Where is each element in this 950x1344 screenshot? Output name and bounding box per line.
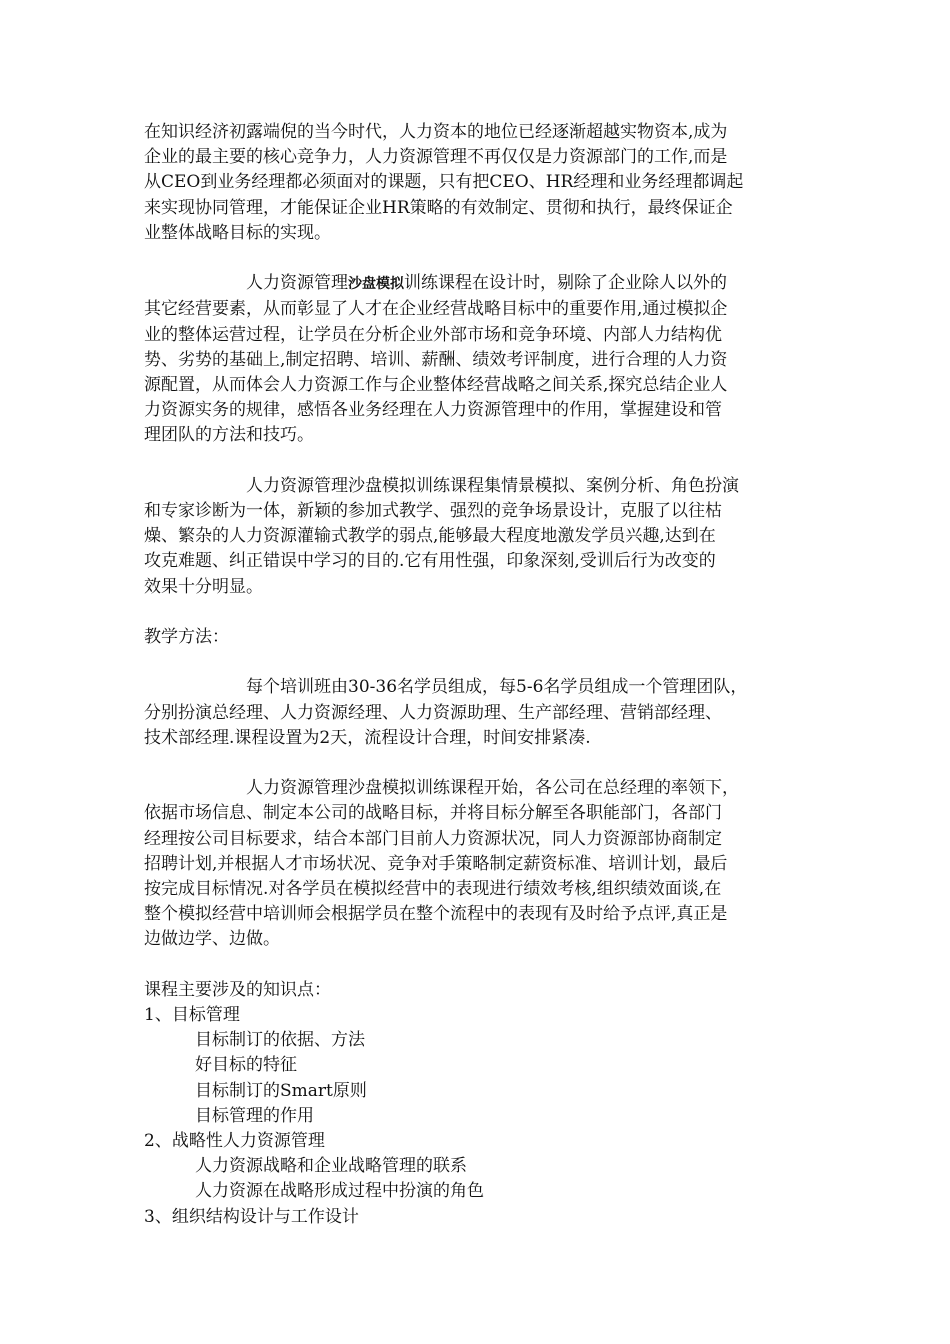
paragraph-method: [144, 675, 809, 751]
text-line: 从CEO到业务经理都必须面对的课题，只有把CEO、HR经理和业务经理都调起: [144, 172, 744, 193]
text-line: 分别扮演总经理、人力资源经理、人力资源助理、生产部经理、营销部经理、: [144, 702, 722, 723]
paragraph-features: [144, 474, 809, 600]
knowledge-sub-item: 人力资源在战略形成过程中扮演的角色: [195, 1181, 484, 1202]
text-line: 源配置，从而体会人力资源工作与企业整体经营战略之间关系,探究总结企业人: [144, 375, 728, 396]
paragraph-gap: [144, 449, 809, 474]
text-line: 边做边学、边做。: [144, 929, 280, 950]
paragraph-intro: [144, 120, 809, 246]
text-segment-small: 沙盘模拟: [348, 276, 404, 293]
text-line: 来实现协同管理，才能保证企业HR策略的有效制定、贯彻和执行，最终保证企: [144, 197, 733, 218]
text-line: 经理按公司目标要求，结合本部门目前人力资源状况，同人力资源部协商制定: [144, 828, 722, 849]
text-line: 技术部经理.课程设置为2天，流程设计合理，时间安排紧凑.: [144, 727, 591, 748]
text-line: 整个模拟经营中培训师会根据学员在整个流程中的表现有及时给予点评,真正是: [144, 904, 728, 925]
text-line: 教学方法：: [144, 627, 229, 648]
text-line: 攻克难题、纠正错误中学习的目的.它有用性强，印象深刻,受训后行为改变的: [144, 551, 716, 572]
knowledge-sub-item: 好目标的特征: [195, 1055, 297, 1076]
text-line: 其它经营要素，从而彰显了人才在企业经营战略目标中的重要作用,通过模拟企: [144, 299, 728, 320]
knowledge-list: [144, 978, 809, 1230]
text-line: 企业的最主要的核心竞争力，人力资源管理不再仅仅是力资源部门的工作,而是: [144, 147, 728, 168]
text-line: 燥、繁杂的人力资源灌输式教学的弱点,能够最大程度地激发学员兴趣,达到在: [144, 526, 716, 547]
paragraph-gap: [144, 650, 809, 675]
text-line: 业整体战略目标的实现。: [144, 222, 331, 243]
paragraph-design: [144, 271, 809, 448]
text-line: 人力资源管理沙盘模拟训练课程开始，各公司在总经理的率领下，: [246, 778, 739, 799]
knowledge-sub-item: 目标制订的依据、方法: [195, 1030, 365, 1051]
knowledge-heading: 课程主要涉及的知识点：: [144, 979, 331, 1000]
text-line: 业的整体运营过程，让学员在分析企业外部市场和竞争环境、内部人力结构优: [144, 324, 722, 345]
text-line: 力资源实务的规律，感悟各业务经理在人力资源管理中的作用，掌握建设和管: [144, 400, 722, 421]
knowledge-sub-item: 人力资源战略和企业战略管理的联系: [195, 1156, 467, 1177]
text-segment: 人力资源管理: [246, 273, 348, 294]
knowledge-item-title: 1、目标管理: [144, 1005, 240, 1026]
text-line: 和专家诊断为一体，新颖的参加式教学、强烈的竞争场景设计，克服了以往枯: [144, 501, 722, 522]
paragraph-gap: [144, 953, 809, 978]
text-line: 理团队的方法和技巧。: [144, 425, 314, 446]
text-line: 依据市场信息、制定本公司的战略目标，并将目标分解至各职能部门，各部门: [144, 803, 722, 824]
text-line: 效果十分明显。: [144, 576, 263, 597]
text-line: 招聘计划,并根据人才市场状况、竞争对手策略制定薪资标准、培训计划，最后: [144, 853, 728, 874]
text-line: [144, 271, 809, 297]
paragraph-gap: [144, 246, 809, 271]
knowledge-item-title: 3、组织结构设计与工作设计: [144, 1206, 359, 1227]
document-page: [144, 120, 809, 1230]
section-heading-method: [144, 625, 809, 650]
paragraph-gap: [144, 751, 809, 776]
knowledge-item-title: 2、战略性人力资源管理: [144, 1131, 325, 1152]
text-segment: 训练课程在设计时，剔除了企业除人以外的: [404, 273, 727, 294]
knowledge-sub-item: 目标管理的作用: [195, 1105, 314, 1126]
knowledge-sub-item: 目标制订的Smart原则: [195, 1080, 367, 1101]
text-line: 势、劣势的基础上,制定招聘、培训、薪酬、绩效考评制度，进行合理的人力资: [144, 349, 728, 370]
text-line: 每个培训班由30-36名学员组成，每5-6名学员组成一个管理团队，: [246, 677, 748, 698]
text-line: 在知识经济初露端倪的当今时代，人力资本的地位已经逐渐超越实物资本,成为: [144, 122, 728, 142]
paragraph-gap: [144, 600, 809, 625]
text-line: 人力资源管理沙盘模拟训练课程集情景模拟、案例分析、角色扮演: [246, 475, 739, 496]
paragraph-process: [144, 776, 809, 952]
text-line: 按完成目标情况.对各学员在模拟经营中的表现进行绩效考核,组织绩效面谈,在: [144, 879, 722, 900]
